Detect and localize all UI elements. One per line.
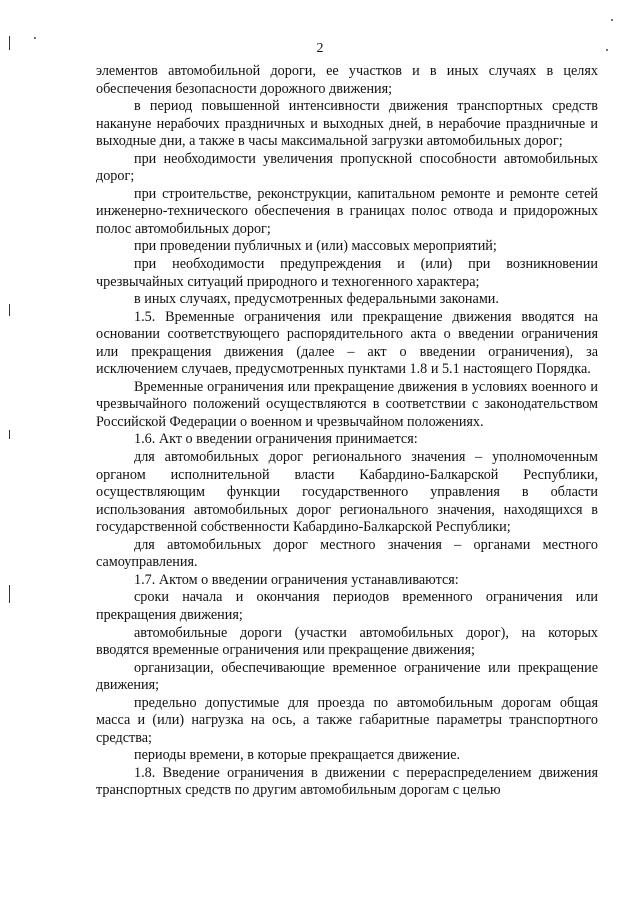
scan-dot: [34, 37, 36, 39]
paragraph-time-periods: периоды времени, в которые прекращается движение.: [134, 747, 461, 764]
paragraph-clause-1-8: 1.8. Введение ограничения в движении с перераспределением движения транспортных средств по другим автомобильным дорогам с целью: [96, 764, 598, 799]
paragraph-public-events: при проведении публичных и (или) массовых мероприятий;: [134, 238, 497, 255]
paragraph-emergencies: при необходимости предупреждения и (или) при возникновении чрезвычайных ситуаций природного и техногенного характера;: [96, 256, 598, 290]
paragraph-local-roads: для автомобильных дорог местного значения – органами местного самоуправления.: [96, 536, 598, 571]
paragraph-construction: при строительстве, реконструкции, капитальном ремонте и ремонте сетей инженерно-технического обеспечения в границах полос отвода и придорожных полос автомобильных дорог;: [96, 185, 598, 237]
paragraph-martial-law: Временные ограничения или прекращение движения в условиях военного и чрезвычайного положений осуществляются в соответствии с законодательством Российской Федерации о военном и чрезвычайном положениях.: [96, 378, 598, 430]
scan-mark: [9, 585, 10, 603]
paragraph-continuation: элементов автомобильной дороги, ее участков и в иных случаях в целях обеспечения безопасности дорожного движения;: [96, 63, 598, 97]
paragraph-organizations: организации, обеспечивающие временное ограничение или прекращение движения;: [96, 659, 598, 694]
paragraph-mass-limits: предельно допустимые для проезда по автомобильным дорогам общая масса и (или) нагрузка на ось, а также габаритные параметры транспортного средства;: [96, 694, 598, 746]
paragraph-clause-1-5: 1.5. Временные ограничения или прекращение движения вводятся на основании соответствующего распорядительного акта о введении ограничения или прекращения движения (далее – акт о введении ограничения), за исключением случаев, предусмотренных пунктами 1.8 и 5.1 настоящего Порядка.: [96, 308, 598, 378]
paragraph-clause-1-7: 1.7. Актом о введении ограничения устанавливаются:: [134, 571, 459, 588]
paragraph-road-sections: автомобильные дороги (участки автомобильных дорог), на которых вводятся временные ограничения или прекращение движения;: [96, 624, 598, 659]
paragraph-periods: сроки начала и окончания периодов временного ограничения или прекращения движения;: [96, 589, 598, 623]
page-number: 2: [316, 41, 324, 56]
paragraph-other-cases: в иных случаях, предусмотренных федеральными законами.: [134, 291, 499, 308]
paragraph-regional-roads: для автомобильных дорог регионального значения – уполномоченным органом исполнительной власти Кабардино-Балкарской Республики, осуществляющим функции государственного управления в области использования автомобильных дорог регионального значения, находящихся в государственной собственности Кабардино-Балкарской Республики;: [96, 449, 598, 536]
paragraph-clause-1-6: 1.6. Акт о введении ограничения принимается:: [134, 431, 418, 448]
scan-mark: [9, 430, 10, 439]
document-body: [96, 63, 598, 800]
paragraph-peak-traffic: в период повышенной интенсивности движения транспортных средств накануне нерабочих праздничных и выходных дней, в нерабочие праздничные и выходные дни, а также в часы максимальной загрузки автомобильных дорог;: [96, 98, 598, 150]
scan-mark: [9, 304, 10, 316]
scan-mark: [9, 36, 10, 50]
scan-dot: [611, 19, 613, 21]
paragraph-capacity: при необходимости увеличения пропускной способности автомобильных дорог;: [96, 150, 598, 185]
scan-dot: [606, 49, 608, 51]
